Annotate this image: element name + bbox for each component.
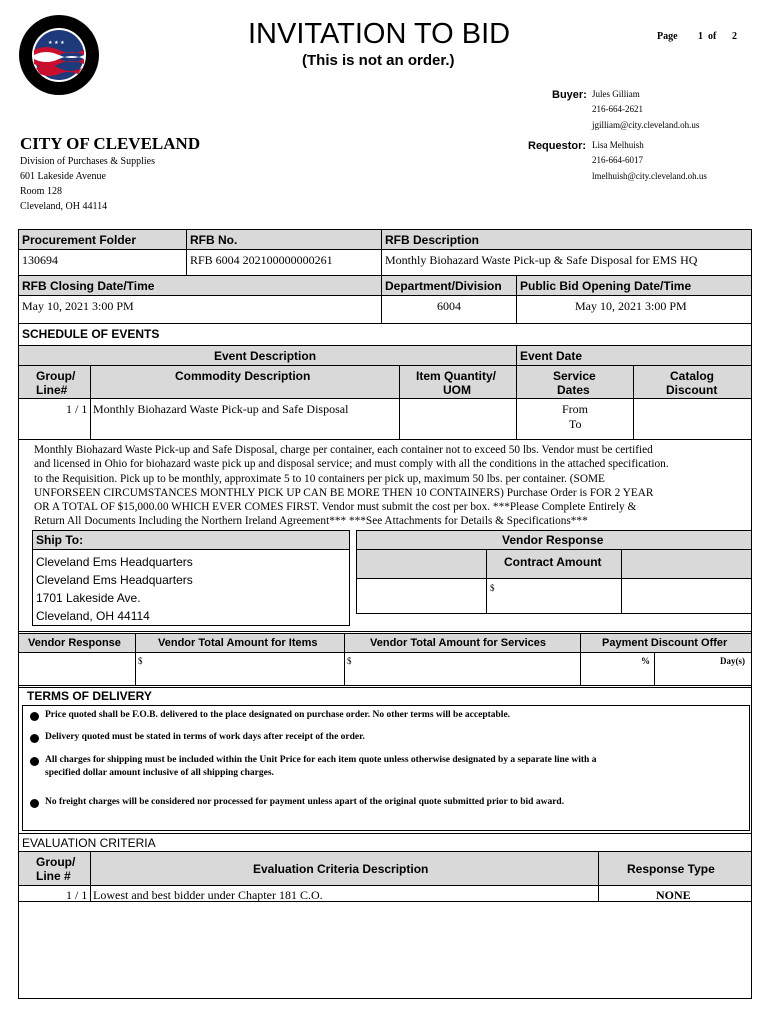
buyer-label: Buyer: (552, 89, 587, 101)
vendor-total-items-col: Vendor Total Amount for Items (158, 637, 318, 649)
department-label: Department/Division (385, 279, 502, 293)
description-line: and licensed in Ohio for biohazard waste pick up and disposal service; and must comply with all the conditions in the attached specification. (34, 458, 669, 471)
col-catalog-discount-2: Discount (666, 383, 718, 397)
eval-row-response-type: NONE (656, 888, 691, 902)
bullet-icon (30, 734, 39, 743)
terms-title: TERMS OF DELIVERY (27, 689, 152, 703)
description-line: Monthly Biohazard Waste Pick-up and Safe Disposal, charge per container, each container not to exceed 50 lbs. Vendor must be certified (34, 444, 653, 456)
schedule-row-to: To (569, 417, 582, 431)
buyer-email[interactable]: jgilliam@city.cleveland.oh.us (592, 120, 700, 130)
city-address-line2: 601 Lakeside Avenue (20, 171, 106, 182)
services-dollar-field[interactable]: $ (347, 656, 352, 666)
vendor-response-label: Vendor Response (502, 533, 604, 547)
col-catalog-discount-1: Catalog (670, 369, 715, 383)
terms-item-4: No freight charges will be considered nor processed for payment unless apart of the original quote submitted prior to bid award. (45, 797, 565, 807)
schedule-row-group: 1 / 1 (66, 402, 88, 416)
items-dollar-field[interactable]: $ (138, 656, 143, 666)
page-number: 1 (698, 31, 703, 42)
schedule-row-from: From (562, 402, 589, 416)
city-name: CITY OF CLEVELAND (20, 134, 201, 153)
ship-to-label: Ship To: (36, 533, 84, 547)
contract-amount-dollar[interactable]: $ (490, 583, 495, 593)
description-line: UNFORSEEN CIRCUMSTANCES MONTHLY PICK UP CAN BE MORE THEN 10 CONTAINERS) Purchase Order is FOR 2 YEAR (34, 486, 654, 499)
col-group-line-1: Group/ (36, 369, 76, 383)
city-address-line3: Room 128 (20, 186, 62, 197)
vendor-response-col: Vendor Response (28, 637, 121, 649)
terms-item-3-cont: specified dollar amount inclusive of all shipping charges. (45, 768, 274, 778)
terms-item-1: Price quoted shall be F.O.B. delivered to the place designated on purchase order. No other terms will be acceptable. (45, 710, 511, 720)
ship-to-line1: Cleveland Ems Headquarters (36, 555, 193, 569)
ship-to-line3: 1701 Lakeside Ave. (36, 591, 141, 605)
eval-col-group-2: Line # (36, 869, 71, 883)
page-label: Page (657, 31, 678, 42)
rfb-no-label: RFB No. (190, 233, 238, 247)
schedule-title: SCHEDULE OF EVENTS (22, 327, 160, 341)
rfb-closing-label: RFB Closing Date/Time (22, 279, 155, 293)
requestor-label: Requestor: (528, 140, 587, 152)
eval-row-description: Lowest and best bidder under Chapter 181 C.O. (93, 888, 323, 902)
city-address-line4: Cleveland, OH 44114 (20, 201, 108, 212)
contract-amount-label: Contract Amount (504, 555, 602, 569)
document-title: INVITATION TO BID (248, 18, 511, 50)
event-description-label: Event Description (214, 349, 317, 363)
bid-opening-value: May 10, 2021 3:00 PM (575, 299, 687, 313)
buyer-phone: 216-664-2621 (592, 104, 643, 114)
procurement-folder-label: Procurement Folder (22, 233, 137, 247)
eval-col-description: Evaluation Criteria Description (253, 862, 429, 876)
discount-days-field[interactable]: Day(s) (720, 656, 745, 666)
bullet-icon (30, 757, 39, 766)
page-of: of (708, 31, 717, 42)
discount-percent-field[interactable]: % (641, 656, 650, 666)
col-group-line-2: Line# (36, 383, 68, 397)
terms-item-3: All charges for shipping must be included within the Unit Price for each item quote unless otherwise designated by a separate line with a (45, 755, 597, 765)
vendor-total-services-col: Vendor Total Amount for Services (370, 637, 547, 649)
buyer-name: Jules Gilliam (592, 89, 640, 99)
col-service-dates-1: Service (553, 369, 596, 383)
svg-text:★ ★ ★: ★ ★ ★ (48, 40, 65, 46)
department-value: 6004 (437, 299, 461, 313)
eval-row-group: 1 / 1 (66, 888, 88, 902)
description-line: Return All Documents Including the Northern Ireland Agreement*** ***See Attachments for Details & Specifications*** (34, 515, 588, 528)
requestor-phone: 216-664-6017 (592, 155, 643, 165)
eval-col-response-type: Response Type (627, 862, 715, 876)
requestor-name: Lisa Melhuish (592, 140, 644, 150)
page-total: 2 (732, 31, 737, 42)
city-seal-logo (18, 14, 100, 96)
bullet-icon (30, 712, 39, 721)
document-subtitle: (This is not an order.) (302, 52, 455, 69)
rfb-description-label: RFB Description (385, 233, 480, 247)
ship-to-line2: Cleveland Ems Headquarters (36, 573, 193, 587)
schedule-row-commodity: Monthly Biohazard Waste Pick-up and Safe Disposal (93, 402, 349, 416)
rfb-closing-value: May 10, 2021 3:00 PM (22, 299, 134, 313)
col-item-quantity-1: Item Quantity/ (416, 369, 497, 383)
event-date-label: Event Date (520, 349, 583, 363)
evaluation-title: EVALUATION CRITERIA (22, 836, 156, 850)
procurement-folder-value: 130694 (22, 253, 58, 267)
rfb-description-value: Monthly Biohazard Waste Pick-up & Safe Disposal for EMS HQ (385, 253, 698, 267)
payment-discount-col: Payment Discount Offer (602, 637, 728, 649)
ship-to-line4: Cleveland, OH 44114 (36, 609, 150, 623)
description-line: OR A TOTAL OF $15,000.00 WHICH EVER COMES FIRST. Vendor must submit the cost per box. ***Please Complete Entirely & (34, 501, 637, 514)
bullet-icon (30, 799, 39, 808)
bid-opening-label: Public Bid Opening Date/Time (520, 279, 692, 293)
item-description (34, 443, 746, 529)
col-service-dates-2: Dates (557, 383, 590, 397)
city-address-line1: Division of Purchases & Supplies (20, 156, 155, 167)
col-commodity-description: Commodity Description (175, 369, 311, 383)
description-line: to the Requisition. Pick up to be monthly, approximate 5 to 10 containers per pick up, maximum 50 lbs. per container. (SOME (34, 472, 605, 485)
rfb-no-value: RFB 6004 202100000000261 (190, 253, 333, 267)
requestor-email[interactable]: lmelhuish@city.cleveland.oh.us (592, 171, 707, 181)
eval-col-group-1: Group/ (36, 855, 76, 869)
col-item-quantity-2: UOM (443, 383, 471, 397)
terms-item-2: Delivery quoted must be stated in terms of work days after receipt of the order. (45, 732, 365, 742)
